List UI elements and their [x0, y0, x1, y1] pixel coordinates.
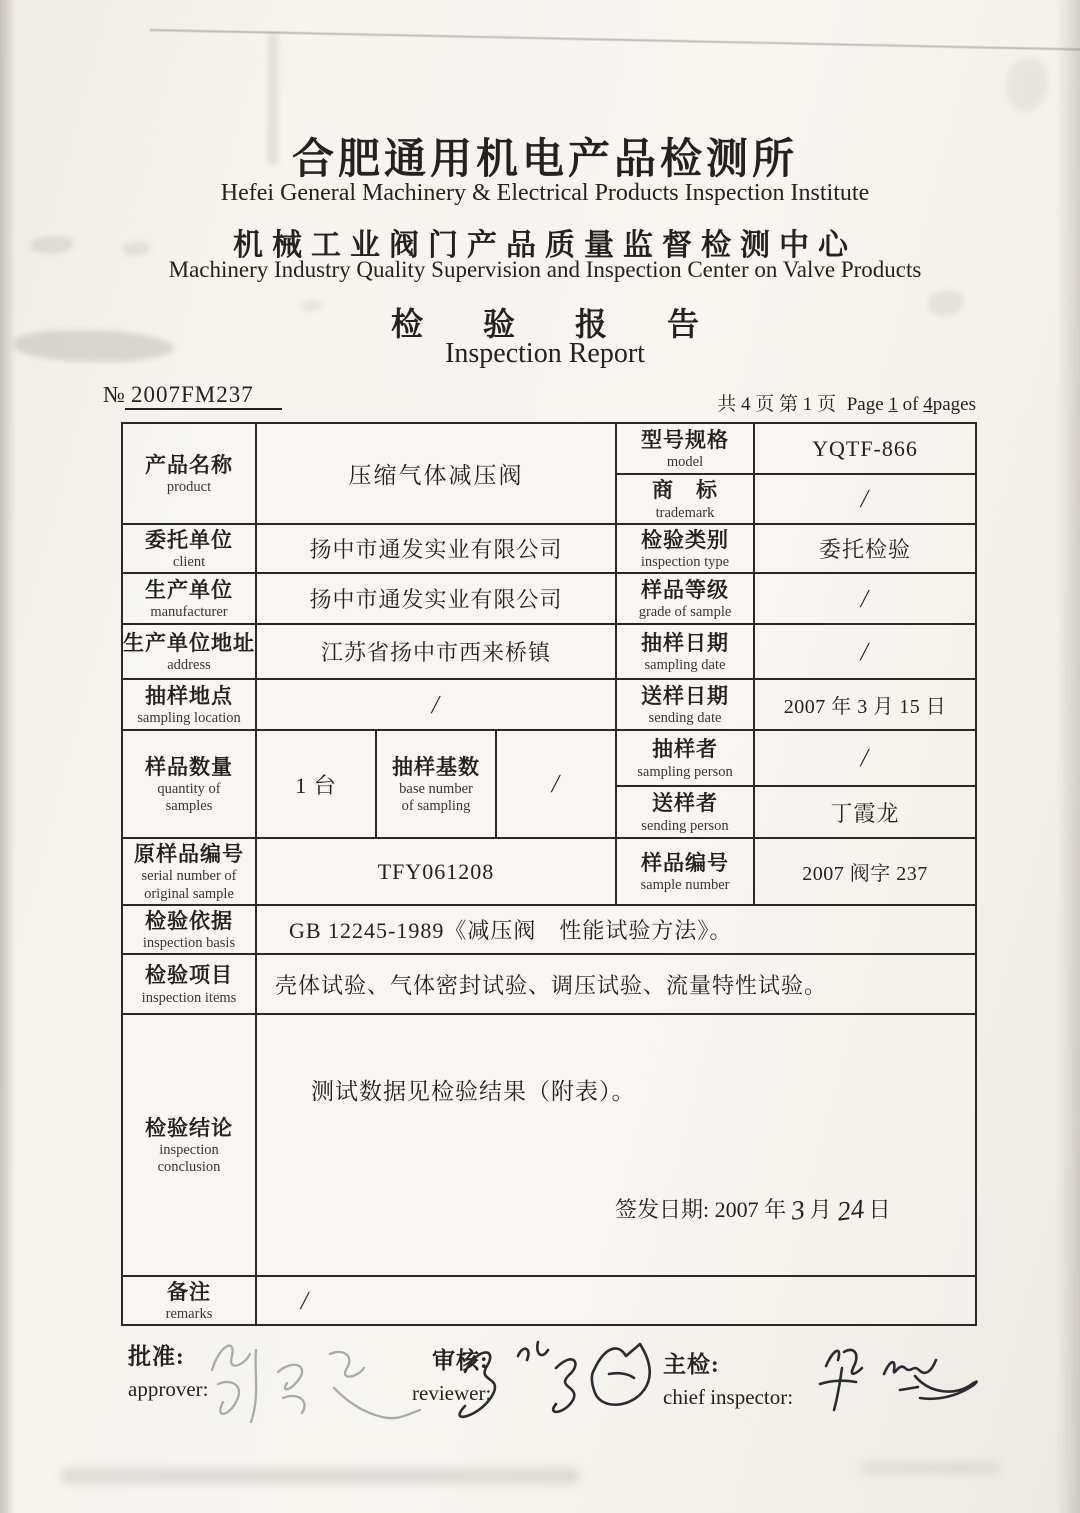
field-inspection-items-value	[257, 955, 975, 1015]
label-en: remarks	[165, 1306, 213, 1322]
label-cn: 委托单位	[145, 527, 233, 552]
page-info	[717, 389, 976, 416]
value-text: 扬中市通发实业有限公司	[309, 537, 563, 562]
field-conclusion-label	[123, 1015, 257, 1277]
value-text: 1 台	[295, 772, 337, 798]
field-base-number-value	[497, 731, 617, 839]
label-cn: 送样者	[652, 791, 718, 816]
field-sampling-person-value	[755, 731, 975, 787]
field-sampling-location-value	[257, 680, 617, 731]
value-text: 压缩气体减压阀	[348, 463, 524, 488]
label-cn: 原样品编号	[134, 842, 244, 867]
center-title-cn: 机械工业阀门产品质量监督检测中心	[233, 229, 857, 262]
label-en: model	[666, 454, 704, 470]
field-inspection-items-label	[123, 955, 257, 1015]
label-en: sending person	[641, 817, 729, 834]
field-manufacturer-label	[123, 574, 257, 625]
page-word: Page	[846, 394, 884, 415]
field-inspection-basis-label	[123, 906, 257, 955]
report-number-symbol: №	[103, 382, 125, 407]
field-address-label	[123, 625, 257, 680]
label-en: sampling date	[644, 657, 726, 673]
field-sampling-date-value	[755, 625, 975, 680]
scan-smudge	[860, 1462, 1000, 1474]
field-inspection-type-label	[617, 525, 755, 574]
label-cn: 产品名称	[145, 452, 233, 477]
value-text: 2007 阀字 237	[802, 863, 928, 885]
field-quantity-label	[123, 731, 257, 839]
label-cn: 抽样日期	[641, 630, 729, 655]
reviewer-label-cn: 审核:	[432, 1348, 489, 1373]
field-trademark-value	[755, 475, 975, 525]
field-address-value	[257, 625, 617, 680]
label-en: grade of sample	[638, 604, 732, 620]
value-text: 壳体试验、气体密封试验、调压试验、流量特性试验。	[275, 972, 828, 998]
total-pages: 4	[923, 394, 933, 415]
field-sending-date-value	[755, 680, 975, 731]
value-text: 2007 年 3 月 15 日	[783, 696, 947, 718]
report-title-en: Inspection Report	[445, 338, 645, 369]
page-info-cn: 共 4 页 第 1 页	[717, 394, 836, 415]
value-text: /	[298, 1285, 312, 1315]
field-sample-number-value	[755, 839, 975, 906]
label-en: manufacturer	[150, 604, 228, 620]
label-en: sampling person	[637, 763, 733, 780]
center-title-en: Machinery Industry Quality Supervision and Inspection Center on Valve Products	[168, 257, 922, 282]
field-product-value	[257, 424, 617, 525]
value-text: TFY061208	[377, 858, 495, 884]
label-cn: 检验项目	[145, 963, 233, 988]
field-sampling-person-label	[617, 731, 755, 787]
field-model-label	[617, 424, 755, 475]
field-base-number-label	[377, 731, 497, 839]
label-en: conclusion	[157, 1159, 221, 1176]
conclusion-text: 测试数据见检验结果（附表）。	[311, 1079, 636, 1104]
reviewer-label-en: reviewer:	[412, 1381, 492, 1405]
value-text: 委托检验	[818, 537, 911, 562]
value-text: /	[858, 484, 872, 513]
label-en: base number	[399, 780, 473, 797]
label-en: product	[166, 479, 212, 495]
value-text: GB 12245-1989《减压阀 性能试验方法》。	[289, 918, 733, 943]
label-en: inspection items	[141, 989, 237, 1006]
label-cn: 样品等级	[641, 577, 729, 602]
chief-inspector-signature	[820, 1350, 977, 1410]
label-cn: 商 标	[652, 478, 718, 503]
field-sending-person-label	[617, 787, 755, 839]
label-cn: 样品数量	[145, 754, 233, 779]
value-text: /	[549, 769, 563, 798]
label-en: inspection	[159, 1141, 219, 1158]
of-word: of	[902, 394, 919, 415]
field-sample-grade-value	[755, 574, 975, 625]
handwritten-signatures	[120, 1310, 1000, 1460]
field-sampling-location-label	[123, 680, 257, 731]
field-inspection-type-value	[755, 525, 975, 574]
field-model-value	[755, 424, 975, 475]
label-en: of sampling	[401, 798, 471, 815]
label-cn: 送样日期	[641, 683, 729, 708]
value-text: /	[858, 636, 872, 666]
label-cn: 抽样基数	[392, 754, 480, 779]
field-sampling-date-label	[617, 625, 755, 680]
issue-day-handwritten: 24	[835, 1193, 866, 1227]
issue-month-unit: 月	[809, 1197, 832, 1222]
field-client-value	[257, 525, 617, 574]
issue-month-handwritten: 3	[789, 1194, 807, 1226]
report-number	[103, 382, 282, 408]
inspection-report-table	[121, 422, 977, 1326]
issue-day-unit: 日	[868, 1197, 891, 1222]
label-en: sample number	[640, 877, 730, 893]
reviewer-signature	[460, 1342, 650, 1417]
label-cn: 检验类别	[641, 527, 729, 552]
report-number-value: 2007FM237	[125, 382, 282, 410]
field-original-serial-value	[257, 839, 617, 906]
field-client-label	[123, 525, 257, 574]
scan-crease-line	[150, 29, 1080, 51]
scan-edge-shadow-right	[1056, 0, 1080, 1513]
label-cn: 检验结论	[145, 1115, 233, 1140]
scan-edge-shadow-left	[0, 0, 16, 1513]
chief-inspector-label-cn: 主检:	[663, 1352, 720, 1377]
field-trademark-label	[617, 475, 755, 525]
label-cn: 样品编号	[641, 850, 729, 875]
value-text: 江苏省扬中市西来桥镇	[320, 640, 551, 665]
field-product-label	[123, 424, 257, 525]
pages-word: pages	[932, 394, 976, 415]
field-sending-person-value	[755, 787, 975, 839]
label-cn: 检验依据	[145, 908, 233, 933]
value-text: /	[858, 583, 872, 613]
value-text: 扬中市通发实业有限公司	[309, 587, 563, 612]
label-cn: 型号规格	[641, 427, 729, 452]
label-en: sending date	[648, 710, 722, 726]
label-en: original sample	[144, 885, 234, 902]
label-en: client	[172, 554, 206, 570]
issue-date-prefix: 签发日期: 2007 年	[615, 1197, 787, 1222]
approver-signature	[212, 1346, 420, 1422]
field-manufacturer-value	[257, 574, 617, 625]
label-en: sampling location	[137, 710, 241, 726]
chief-inspector-label-en: chief inspector:	[663, 1385, 794, 1409]
label-cn: 生产单位	[145, 577, 233, 602]
value-text: 丁霞龙	[830, 800, 900, 826]
label-en: inspection basis	[142, 935, 236, 951]
label-en: quantity of	[157, 780, 221, 797]
field-sample-number-label	[617, 839, 755, 906]
label-en: samples	[165, 798, 213, 815]
report-title-cn: 检 验 报 告	[390, 306, 725, 342]
value-text: /	[858, 743, 872, 772]
page-number: 1	[888, 394, 898, 415]
label-cn: 生产单位地址	[123, 630, 255, 655]
institute-title-cn: 合肥通用机电产品检测所	[291, 137, 798, 183]
issue-date-line	[615, 1193, 891, 1227]
label-cn: 备注	[167, 1279, 211, 1304]
approver-label-cn: 批准:	[128, 1344, 185, 1369]
scan-smudge	[60, 1468, 580, 1484]
approver-label-en: approver:	[128, 1377, 209, 1401]
label-cn: 抽样者	[652, 737, 718, 762]
label-en: inspection type	[640, 554, 730, 570]
label-en: trademark	[655, 504, 715, 521]
field-sending-date-label	[617, 680, 755, 731]
scan-smudge	[1006, 58, 1048, 112]
label-en: address	[167, 657, 211, 673]
institute-title-en: Hefei General Machinery & Electrical Products Inspection Institute	[220, 180, 870, 206]
field-conclusion-value	[257, 1015, 975, 1277]
value-text: YQTF-866	[812, 435, 918, 461]
field-quantity-value	[257, 731, 377, 839]
label-en: serial number of	[141, 868, 237, 885]
field-inspection-basis-value	[257, 906, 975, 955]
field-sample-grade-label	[617, 574, 755, 625]
value-text: /	[429, 689, 443, 719]
field-original-serial-label	[123, 839, 257, 906]
label-cn: 抽样地点	[145, 683, 233, 708]
